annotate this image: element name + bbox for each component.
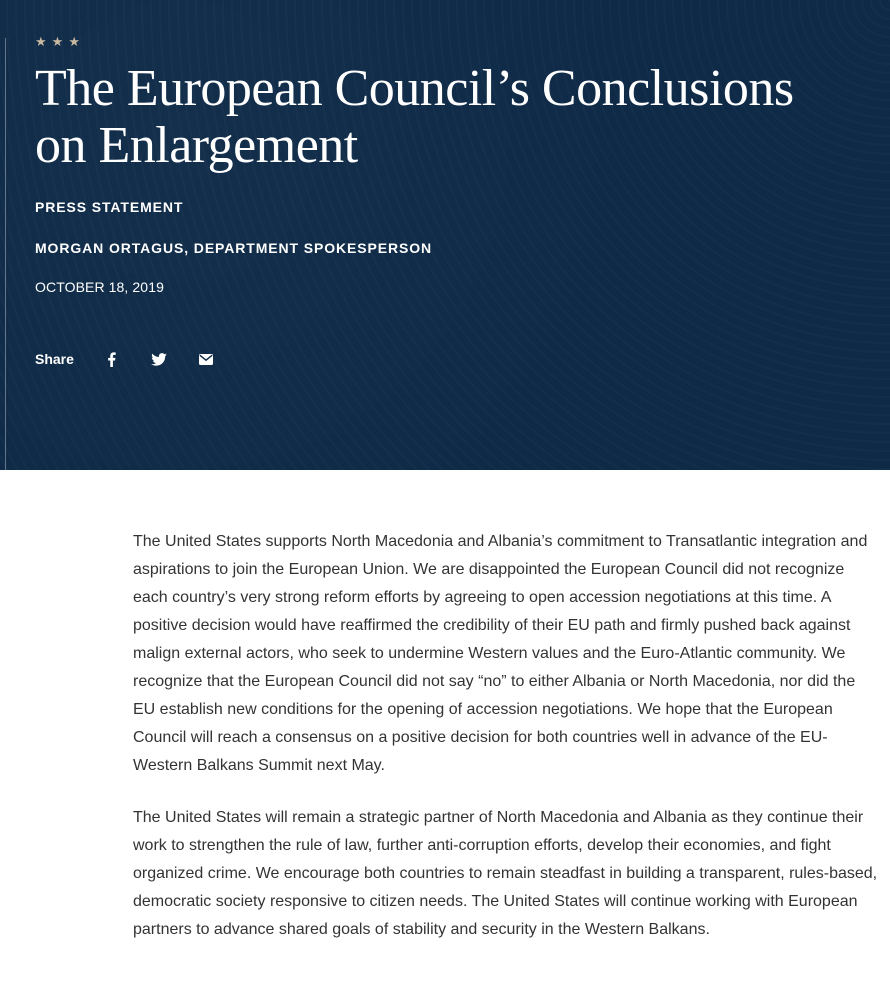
star-icon: ★ [35,35,47,50]
twitter-icon[interactable] [151,351,167,367]
body-paragraph: The United States will remain a strategic partner of North Macedonia and Albania as they continue their work to strengthen the rule of law, further anti-corruption efforts, develop their economies, and fight organized crime. We encourage both countries to remain steadfast in building a transparent, rules-based, democratic society responsive to citizen needs. The United States will continue working with European partners to advance shared goals of stability and security in the Western Balkans. [133,809,878,938]
star-icon: ★ [51,35,64,50]
facebook-icon[interactable] [104,351,120,367]
share-bar [35,348,245,370]
header-divider [5,38,6,470]
statement-body [133,528,881,968]
page-header [0,0,890,470]
email-icon[interactable] [198,351,214,367]
stars-decoration [35,34,80,52]
star-icon: ★ [68,35,80,50]
statement-author: MORGAN ORTAGUS, DEPARTMENT SPOKESPERSON [35,240,433,256]
share-label: Share [35,351,74,367]
statement-date: OCTOBER 18, 2019 [35,279,164,295]
page-title: The European Council’s Conclusions on Enlargement [35,60,794,174]
body-paragraph: The United States supports North Macedonia and Albania’s commitment to Transatlantic integration and aspirations to join the European Union. We are disappointed the European Council did not recognize each country’s very strong reform efforts by agreeing to open accession negotiations at this time. A positive decision would have reaffirmed the credibility of their EU path and firmly pushed back against malign external actors, who seek to undermine Western values and the Euro-Atlantic community. We recognize that the European Council did not say “no” to either Albania or North Macedonia, nor did the EU establish new conditions for the opening of accession negotiations. We hope that the European Council will reach a consensus on a positive decision for both countries well in advance of the EU-Western Balkans Summit next May. [133,533,868,774]
statement-type: PRESS STATEMENT [35,199,184,215]
